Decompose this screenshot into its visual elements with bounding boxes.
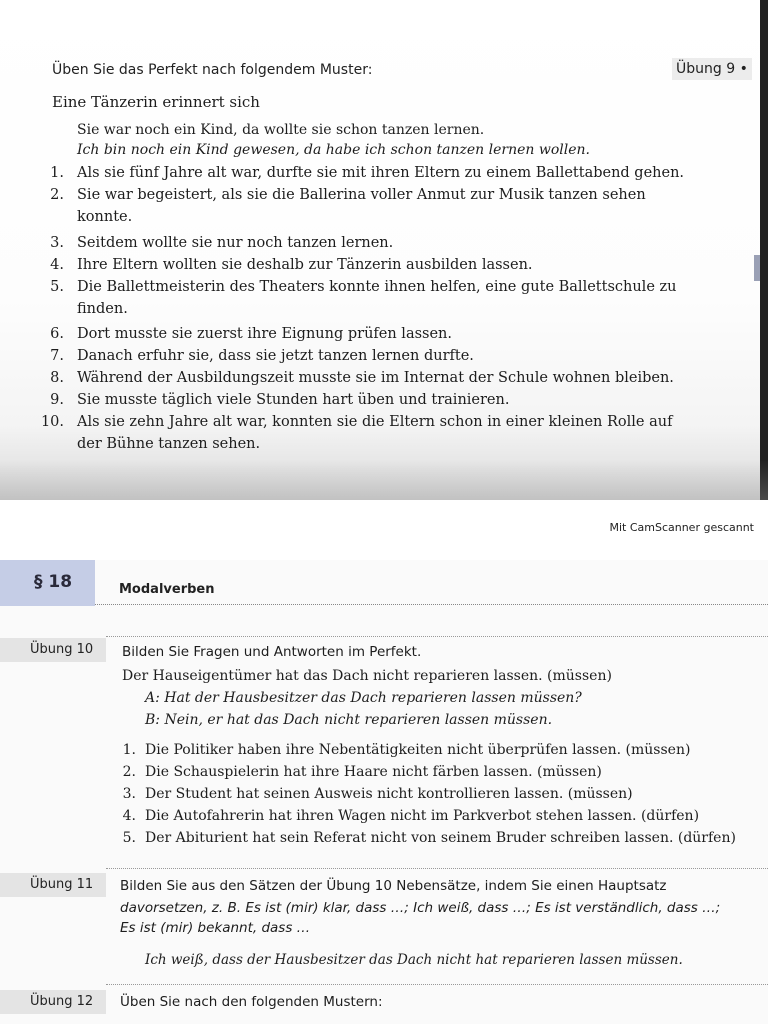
item-text: Der Student hat seinen Ausweis nicht kontrollieren lassen. (müssen) bbox=[145, 786, 633, 802]
item-number: 6. bbox=[50, 326, 64, 342]
item-number: 1. bbox=[50, 165, 64, 181]
section-divider bbox=[95, 604, 768, 605]
item-text: konnte. bbox=[77, 209, 133, 225]
item-text: Die Schauspielerin hat ihre Haare nicht färben lassen. (müssen) bbox=[145, 764, 602, 780]
item-number: 5. bbox=[50, 279, 64, 295]
item-text: Während der Ausbildungszeit musste sie im Internat der Schule wohnen bleiben. bbox=[77, 370, 674, 386]
item-text: Der Abiturient hat sein Referat nicht von seinem Bruder schreiben lassen. (dürfen) bbox=[145, 830, 736, 846]
section-tab bbox=[0, 560, 95, 606]
item-text: der Bühne tanzen sehen. bbox=[77, 436, 261, 452]
exercise-label: Übung 9 • bbox=[672, 58, 752, 80]
item-text: Als sie fünf Jahre alt war, durfte sie mit ihren Eltern zu einem Ballettabend gehen. bbox=[77, 165, 685, 181]
exercise-10-example: Der Hauseigentümer hat das Dach nicht reparieren lassen. (müssen) bbox=[122, 668, 612, 684]
item-text: Die Autofahrerin hat ihren Wagen nicht im Parkverbot stehen lassen. (dürfen) bbox=[145, 808, 700, 824]
item-text: Ihre Eltern wollten sie deshalb zur Tänzerin ausbilden lassen. bbox=[77, 257, 533, 273]
bottom-scanned-page bbox=[0, 560, 768, 1024]
page-edge-shadow bbox=[760, 0, 768, 500]
example-answer-a: A: Hat der Hausbesitzer das Dach reparieren lassen müssen? bbox=[145, 690, 582, 706]
section-title: Modalverben bbox=[119, 582, 215, 597]
example-present: Sie war noch ein Kind, da wollte sie schon tanzen lernen. bbox=[77, 122, 485, 138]
item-text: Dort musste sie zuerst ihre Eignung prüfen lassen. bbox=[77, 326, 452, 342]
item-number: 8. bbox=[50, 370, 64, 386]
top-scanned-page bbox=[0, 0, 768, 500]
exercise-instruction: Üben Sie das Perfekt nach folgendem Muster: bbox=[52, 62, 373, 78]
item-number: 1. bbox=[122, 742, 136, 758]
exercise-label-text: Übung 11 bbox=[30, 877, 94, 892]
example-perfect: Ich bin noch ein Kind gewesen, da habe ich schon tanzen lernen wollen. bbox=[77, 142, 590, 158]
item-text: finden. bbox=[77, 301, 128, 317]
scanner-watermark: Mit CamScanner gescannt bbox=[609, 521, 754, 534]
item-number: 7. bbox=[50, 348, 64, 364]
item-text: Sie musste täglich viele Stunden hart üben und trainieren. bbox=[77, 392, 510, 408]
section-number: § 18 bbox=[34, 572, 73, 592]
exercise-11-instruction-line-2: davorsetzen, z. B. Es ist (mir) klar, dass …; Ich weiß, dass …; Es ist verständlich, dass …; bbox=[120, 900, 721, 916]
item-text: Danach erfuhr sie, dass sie jetzt tanzen lernen durfte. bbox=[77, 348, 474, 364]
exercise-11-instruction-line-1: Bilden Sie aus den Sätzen der Übung 10 Nebensätze, indem Sie einen Hauptsatz bbox=[120, 878, 667, 894]
exercise-12-instruction: Üben Sie nach den folgenden Mustern: bbox=[120, 994, 383, 1010]
exercise-label-text: Übung 10 bbox=[30, 642, 94, 657]
item-number: 4. bbox=[122, 808, 136, 824]
item-number: 2. bbox=[50, 187, 64, 203]
exercise-divider bbox=[106, 636, 768, 637]
item-number: 9. bbox=[50, 392, 64, 408]
page-fold-shadow bbox=[0, 460, 768, 500]
exercise-divider bbox=[106, 984, 768, 985]
exercise-11-label bbox=[0, 873, 106, 897]
exercise-11-instruction-line-3: Es ist (mir) bekannt, dass … bbox=[120, 920, 311, 936]
page-edge-mark bbox=[754, 255, 760, 281]
exercise-label-text: Übung 12 bbox=[30, 994, 94, 1009]
item-text: Seitdem wollte sie nur noch tanzen lernen. bbox=[77, 235, 394, 251]
exercise-10-label bbox=[0, 638, 106, 662]
item-number: 2. bbox=[122, 764, 136, 780]
item-text: Die Politiker haben ihre Nebentätigkeiten nicht überprüfen lassen. (müssen) bbox=[145, 742, 691, 758]
exercise-12-label bbox=[0, 990, 106, 1014]
item-text: Sie war begeistert, als sie die Ballerina voller Anmut zur Musik tanzen sehen bbox=[77, 187, 646, 203]
exercise-11-example: Ich weiß, dass der Hausbesitzer das Dach nicht hat reparieren lassen müssen. bbox=[145, 952, 683, 968]
example-answer-b: B: Nein, er hat das Dach nicht reparieren lassen müssen. bbox=[145, 712, 553, 728]
item-number: 3. bbox=[50, 235, 64, 251]
item-number: 3. bbox=[122, 786, 136, 802]
item-number: 4. bbox=[50, 257, 64, 273]
exercise-divider bbox=[106, 868, 768, 869]
exercise-10-instruction: Bilden Sie Fragen und Antworten im Perfekt. bbox=[122, 644, 422, 660]
item-text: Als sie zehn Jahre alt war, konnten sie die Eltern schon in einer kleinen Rolle auf bbox=[77, 414, 673, 430]
item-number: 5. bbox=[122, 830, 136, 846]
item-text: Die Ballettmeisterin des Theaters konnte ihnen helfen, eine gute Ballettschule zu bbox=[77, 279, 677, 295]
exercise-subheading: Eine Tänzerin erinnert sich bbox=[52, 93, 260, 111]
item-number: 10. bbox=[40, 414, 64, 430]
